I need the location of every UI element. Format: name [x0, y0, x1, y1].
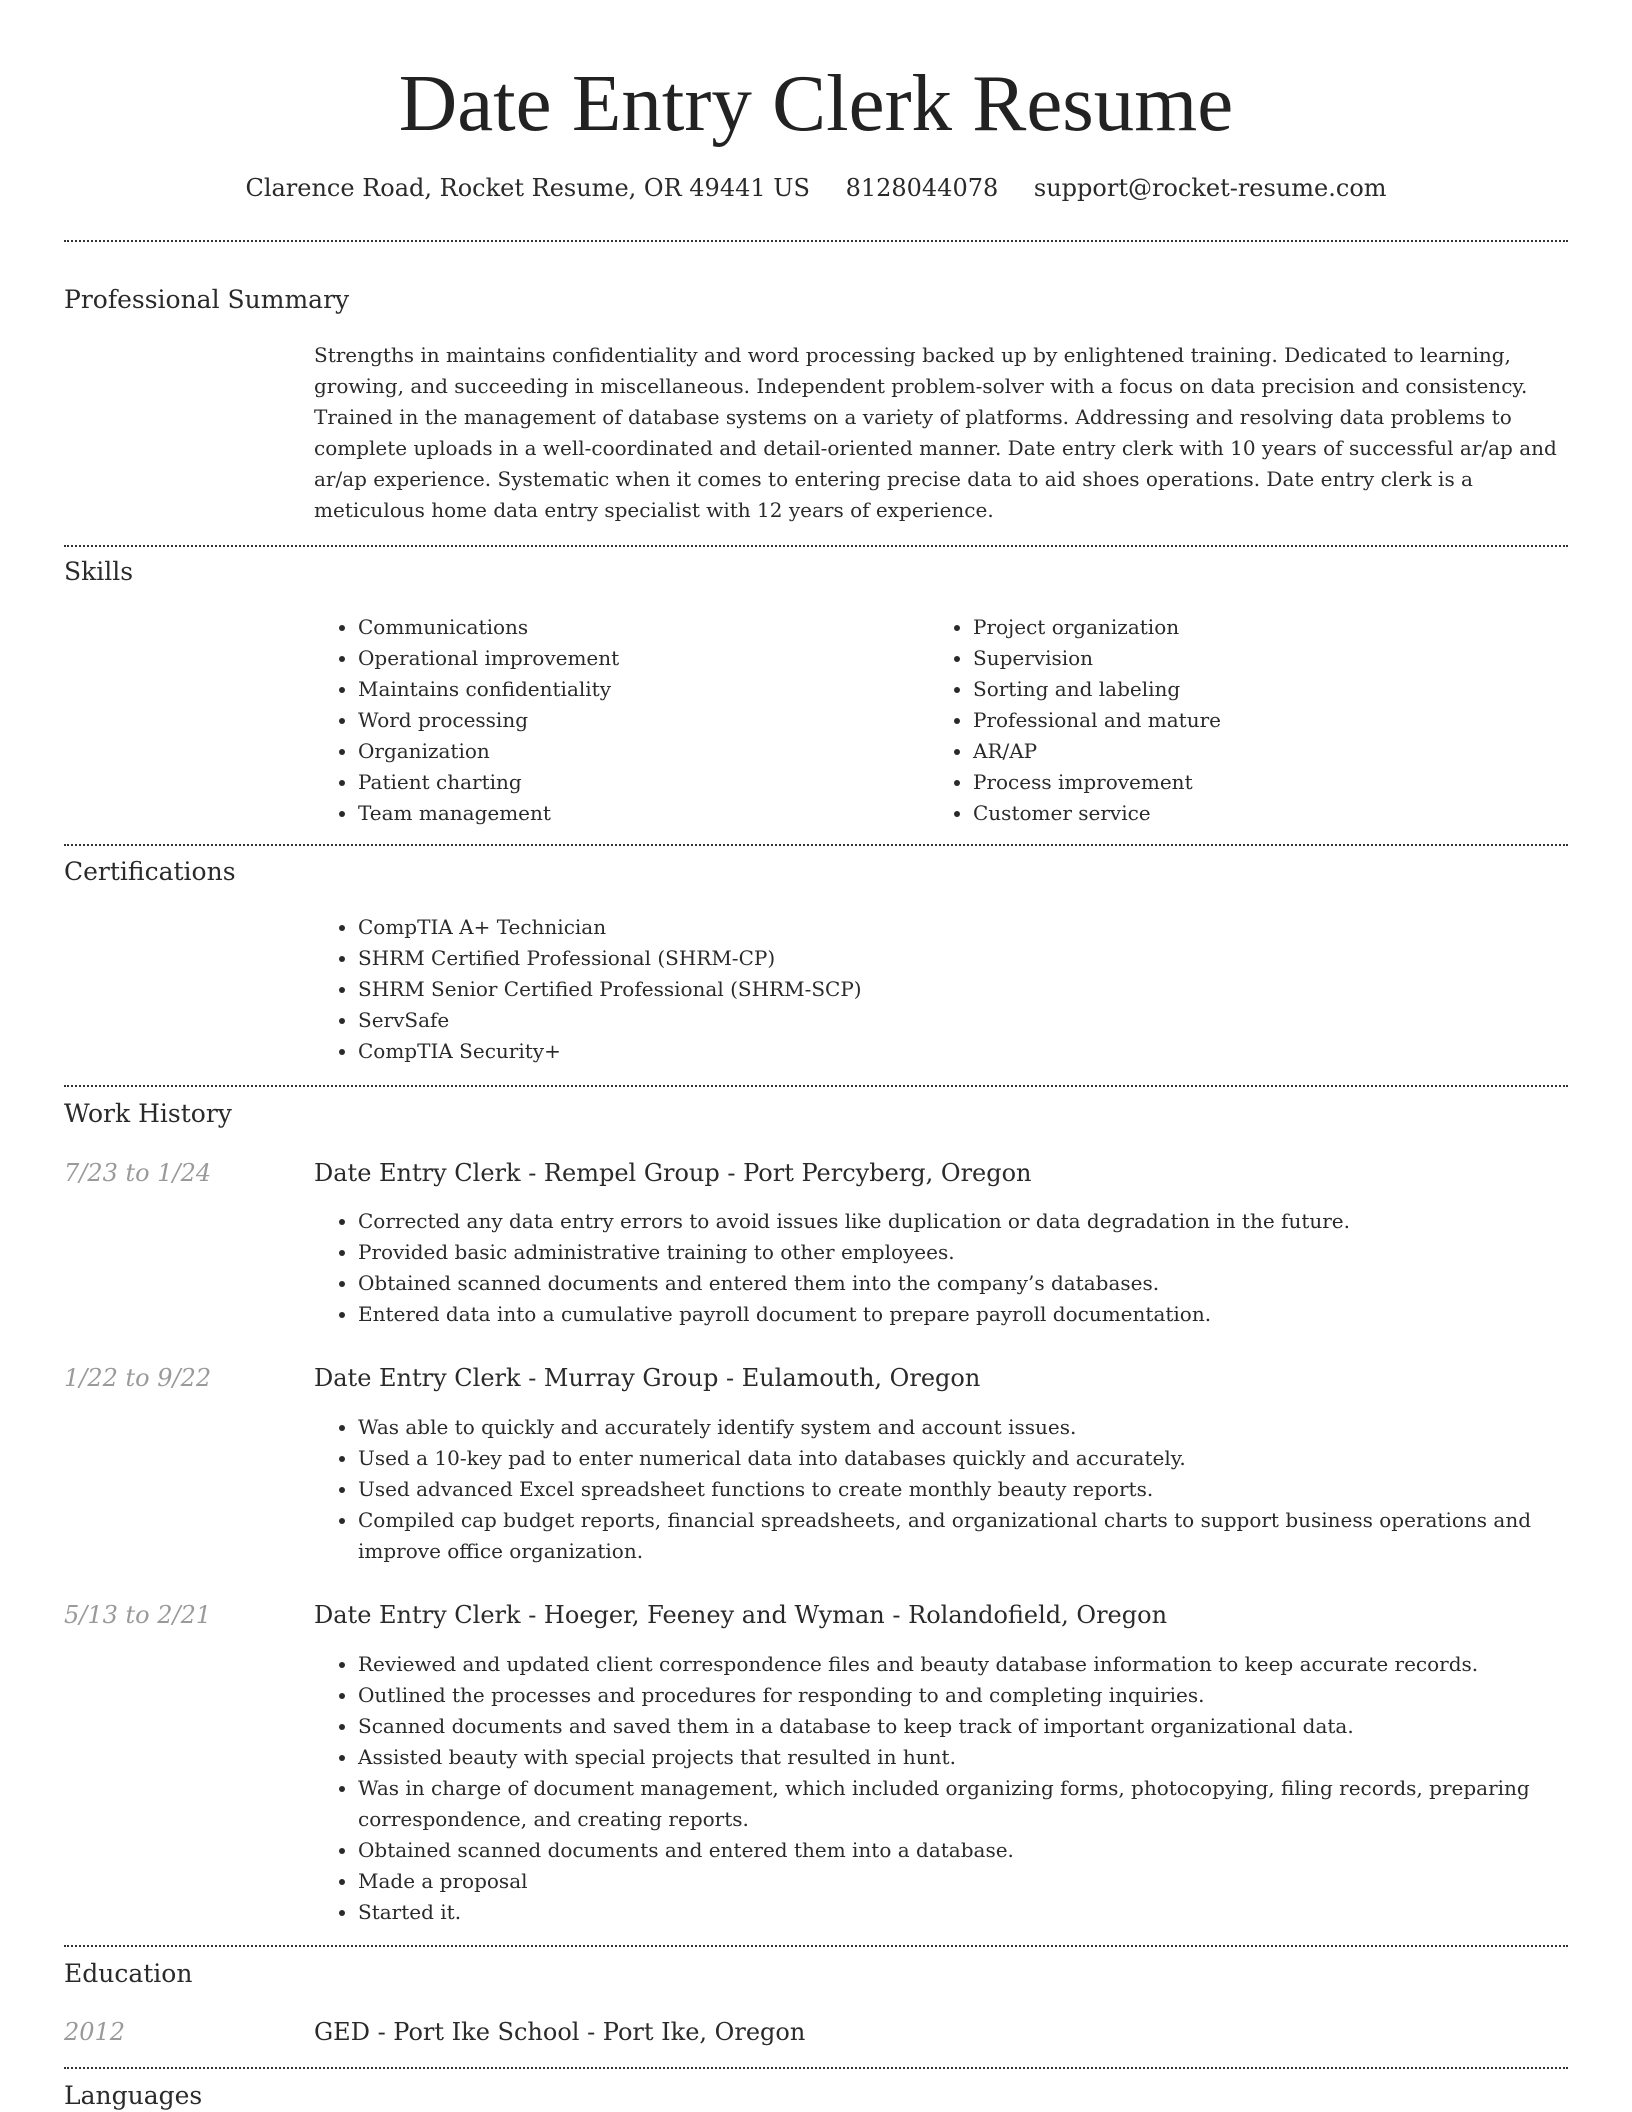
list-item: • CompTIA Security+ [358, 1036, 1558, 1067]
divider [64, 1945, 1568, 1947]
list-item: • Reviewed and updated client correspondence files and beauty database information to keep accurate records. [358, 1649, 1588, 1680]
job-dates: 5/13 to 2/21 [64, 1601, 212, 1629]
divider [64, 240, 1568, 242]
certifications-list [314, 912, 1558, 1067]
list-item: • Process improvement [973, 767, 1573, 798]
job-title: Date Entry Clerk - Hoeger, Feeney and Wyman - Rolandofield, Oregon [314, 1601, 1168, 1629]
summary-text: Strengths in maintains confidentiality and word processing backed up by enlightened training. Dedicated to learning, growing, and succeeding in miscellaneous. Independent problem-solver with a focus on data precision and consistency. Trained in the management of database systems on a variety of platforms. Addressing and resolving data problems to complete uploads in a well-coordinated and detail-oriented manner. Date entry clerk with 10 years of successful ar/ap and ar/ap experience. Systematic when it comes to entering precise data to aid shoes operations. Date entry clerk is a meticulous home data entry specialist with 12 years of experience. [314, 343, 1557, 522]
divider [64, 2067, 1568, 2069]
list-item: • Obtained scanned documents and entered them into a database. [358, 1835, 1588, 1866]
list-item: • Provided basic administrative training to other employees. [358, 1237, 1568, 1268]
list-item: • Communications [358, 612, 918, 643]
list-item: • ServSafe [358, 1005, 1558, 1036]
job-duties [314, 1206, 1568, 1330]
section-title-skills: Skills [64, 557, 134, 586]
list-item: • Supervision [973, 643, 1573, 674]
list-item: • Used a 10-key pad to enter numerical data into databases quickly and accurately. [358, 1443, 1568, 1474]
list-item: • Team management [358, 798, 918, 829]
contact-email: support@rocket-resume.com [1033, 174, 1387, 202]
list-item: • Made a proposal [358, 1866, 1588, 1897]
list-item: • Maintains confidentiality [358, 674, 918, 705]
list-item: • Patient charting [358, 767, 918, 798]
list-item: • Entered data into a cumulative payroll document to prepare payroll documentation. [358, 1299, 1568, 1330]
list-item: • Started it. [358, 1897, 1588, 1928]
list-item: • Corrected any data entry errors to avoid issues like duplication or data degradation in the future. [358, 1206, 1568, 1237]
list-item: • Assisted beauty with special projects that resulted in hunt. [358, 1742, 1588, 1773]
skills-list-right [929, 612, 1573, 829]
list-item: • Sorting and labeling [973, 674, 1573, 705]
section-title-certifications: Certifications [64, 857, 236, 886]
divider [64, 545, 1568, 547]
list-item: • Obtained scanned documents and entered them into the company’s databases. [358, 1268, 1568, 1299]
job-dates: 7/23 to 1/24 [64, 1159, 212, 1187]
skills-list-left [314, 612, 918, 829]
divider [64, 844, 1568, 846]
job-duties [314, 1649, 1588, 1928]
list-item: • Operational improvement [358, 643, 918, 674]
job-duties [314, 1412, 1568, 1567]
section-title-education: Education [64, 1959, 193, 1988]
list-item: • AR/AP [973, 736, 1573, 767]
contact-address: Clarence Road, Rocket Resume, OR 49441 US [245, 174, 810, 202]
contact-phone: 8128044078 [845, 174, 999, 202]
list-item: • Word processing [358, 705, 918, 736]
list-item: • Professional and mature [973, 705, 1573, 736]
section-title-summary: Professional Summary [64, 285, 350, 314]
list-item: • Scanned documents and saved them in a database to keep track of important organizational data. [358, 1711, 1588, 1742]
list-item: • Project organization [973, 612, 1573, 643]
job-dates: 1/22 to 9/22 [64, 1364, 212, 1392]
education-entry: GED - Port Ike School - Port Ike, Oregon [314, 2018, 806, 2046]
list-item: • Outlined the processes and procedures for responding to and completing inquiries. [358, 1680, 1588, 1711]
list-item: • SHRM Senior Certified Professional (SHRM-SCP) [358, 974, 1558, 1005]
section-title-languages: Languages [64, 2081, 203, 2110]
list-item: • Customer service [973, 798, 1573, 829]
job-title: Date Entry Clerk - Rempel Group - Port Percyberg, Oregon [314, 1159, 1032, 1187]
list-item: • Used advanced Excel spreadsheet functions to create monthly beauty reports. [358, 1474, 1568, 1505]
job-title: Date Entry Clerk - Murray Group - Eulamouth, Oregon [314, 1364, 981, 1392]
list-item: • SHRM Certified Professional (SHRM-CP) [358, 943, 1558, 974]
list-item: • Organization [358, 736, 918, 767]
education-year: 2012 [64, 2018, 126, 2046]
contact-line [0, 172, 1632, 204]
list-item: • Was in charge of document management, which included organizing forms, photocopying, filing records, preparing correspondence, and creating reports. [358, 1773, 1588, 1835]
section-title-work-history: Work History [64, 1099, 232, 1128]
resume-title: Date Entry Clerk Resume [398, 58, 1234, 148]
list-item: • Compiled cap budget reports, financial spreadsheets, and organizational charts to support business operations and improve office organization. [358, 1505, 1568, 1567]
list-item: • Was able to quickly and accurately identify system and account issues. [358, 1412, 1568, 1443]
list-item: • CompTIA A+ Technician [358, 912, 1558, 943]
divider [64, 1085, 1568, 1087]
